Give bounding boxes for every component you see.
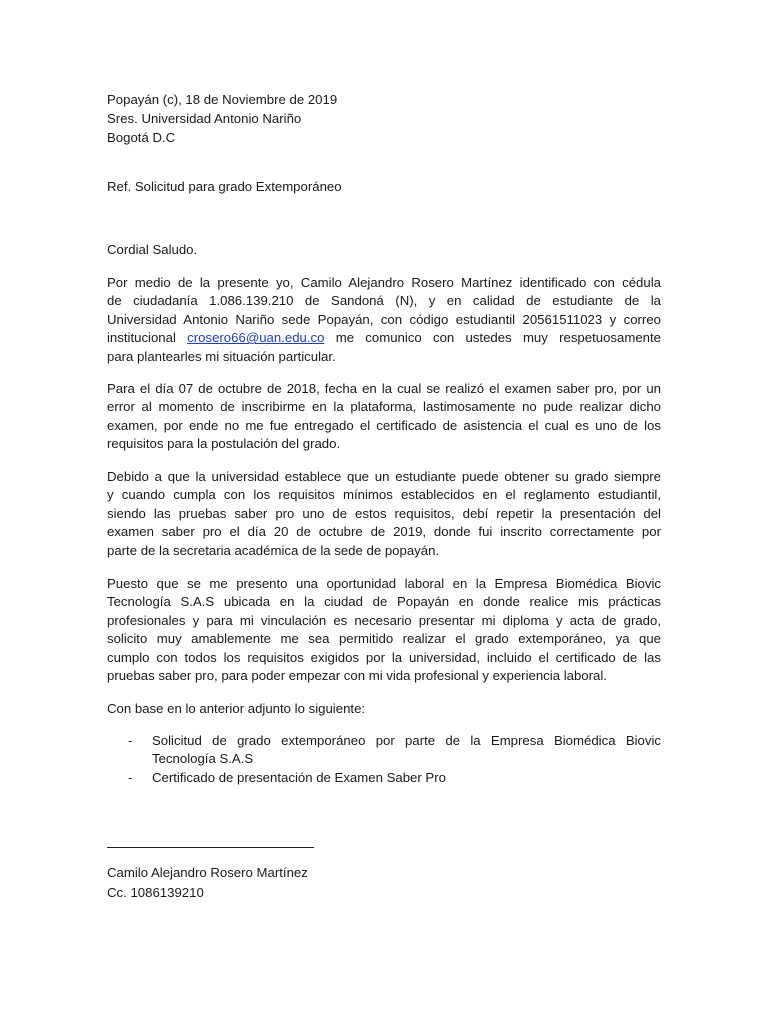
row-continuation: me comunico con ustedes muy respetuosamente bbox=[335, 330, 662, 346]
list-item bbox=[107, 732, 661, 769]
paragraph-requirements bbox=[107, 468, 661, 560]
paragraph-row: examen, por ende no me fue entregado el certificado de asistencia el cual es uno de los bbox=[107, 417, 661, 433]
email-link[interactable]: crosero66@uan.edu.co bbox=[187, 330, 325, 346]
paragraph-row: y cuando cumpla con los requisitos mínimos establecidos en el reglamento estudiantil, bbox=[107, 487, 661, 503]
greeting: Cordial Saludo. bbox=[107, 242, 198, 257]
paragraph-exam-issue bbox=[107, 380, 661, 454]
paragraph-row: Puesto que se me presento una oportunidad laboral en la Empresa Biomédica Biovic bbox=[107, 576, 661, 591]
list-dash: - bbox=[128, 769, 133, 785]
paragraph-row: error al momento de inscribirme en la plataforma, lastimosamente no pude realizar dicho bbox=[107, 399, 661, 415]
paragraph-row: para plantearles mi situación particular. bbox=[107, 348, 336, 364]
paragraph-row: cumplo con todos los requisitos exigidos por la universidad, incluido el certificado de las bbox=[107, 649, 661, 665]
signature-line bbox=[107, 847, 314, 848]
paragraph-row: parte de la secretaria académica de la sede de popayán. bbox=[107, 542, 440, 558]
place-date: Popayán (c), 18 de Noviembre de 2019 bbox=[107, 92, 338, 107]
paragraph-row: Universidad Antonio Nariño sede Popayán, con código estudiantil 20561511023 y correo bbox=[107, 311, 661, 327]
paragraph-row: Tecnología S.A.S ubicada en la ciudad de Popayán en donde realice mis prácticas bbox=[107, 594, 661, 610]
paragraph-row: requisitos para la postulación del grado. bbox=[107, 436, 341, 452]
signature-id: Cc. 1086139210 bbox=[107, 885, 204, 900]
paragraph-row: Debido a que la universidad establece que un estudiante puede obtener su grado siempre bbox=[107, 469, 661, 484]
paragraph-row: solicito muy amablemente me sea permitido realizar el grado extemporáneo, ya que bbox=[107, 631, 661, 647]
paragraph-row bbox=[107, 329, 661, 347]
list-dash: - bbox=[128, 733, 133, 748]
list-item-row: Solicitud de grado extemporáneo por parte de la Empresa Biomédica Biovic bbox=[152, 733, 661, 748]
reference-line: Ref. Solicitud para grado Extemporáneo bbox=[107, 179, 342, 194]
list-item-row: Tecnología S.A.S bbox=[152, 751, 254, 767]
attachments-intro: Con base en lo anterior adjunto lo siguiente: bbox=[107, 701, 366, 716]
signature-name: Camilo Alejandro Rosero Martínez bbox=[107, 865, 308, 880]
paragraph-row: siendo las pruebas saber pro uno de estos requisitos, debí repetir la presentación del bbox=[107, 505, 661, 521]
paragraph-job-opportunity bbox=[107, 575, 661, 685]
paragraph-row: Por medio de la presente yo, Camilo Alejandro Rosero Martínez identificado con cédula bbox=[107, 275, 661, 290]
paragraph-row: de ciudadanía 1.086.139.210 de Sandoná (N), y en calidad de estudiante de la bbox=[107, 293, 661, 309]
institutional-label: institucional bbox=[107, 330, 176, 346]
paragraph-row: pruebas saber pro, para poder empezar con mi vida profesional y experiencia laboral. bbox=[107, 667, 607, 683]
list-item bbox=[107, 769, 661, 787]
paragraph-row: examen saber pro el día 20 de octubre de 2019, donde fui inscrito correctamente por bbox=[107, 524, 661, 540]
paragraph-row: profesionales y para mi vinculación es necesario presentar mi diploma y acta de grado, bbox=[107, 612, 661, 628]
attachments-list bbox=[107, 732, 661, 787]
recipient: Sres. Universidad Antonio Nariño bbox=[107, 111, 302, 126]
paragraph-row: Para el día 07 de octubre de 2018, fecha en la cual se realizó el examen saber pro, por un bbox=[107, 381, 661, 396]
recipient-city: Bogotá D.C bbox=[107, 130, 176, 145]
list-item-row: Certificado de presentación de Examen Saber Pro bbox=[152, 769, 446, 785]
paragraph-introduction bbox=[107, 274, 661, 366]
